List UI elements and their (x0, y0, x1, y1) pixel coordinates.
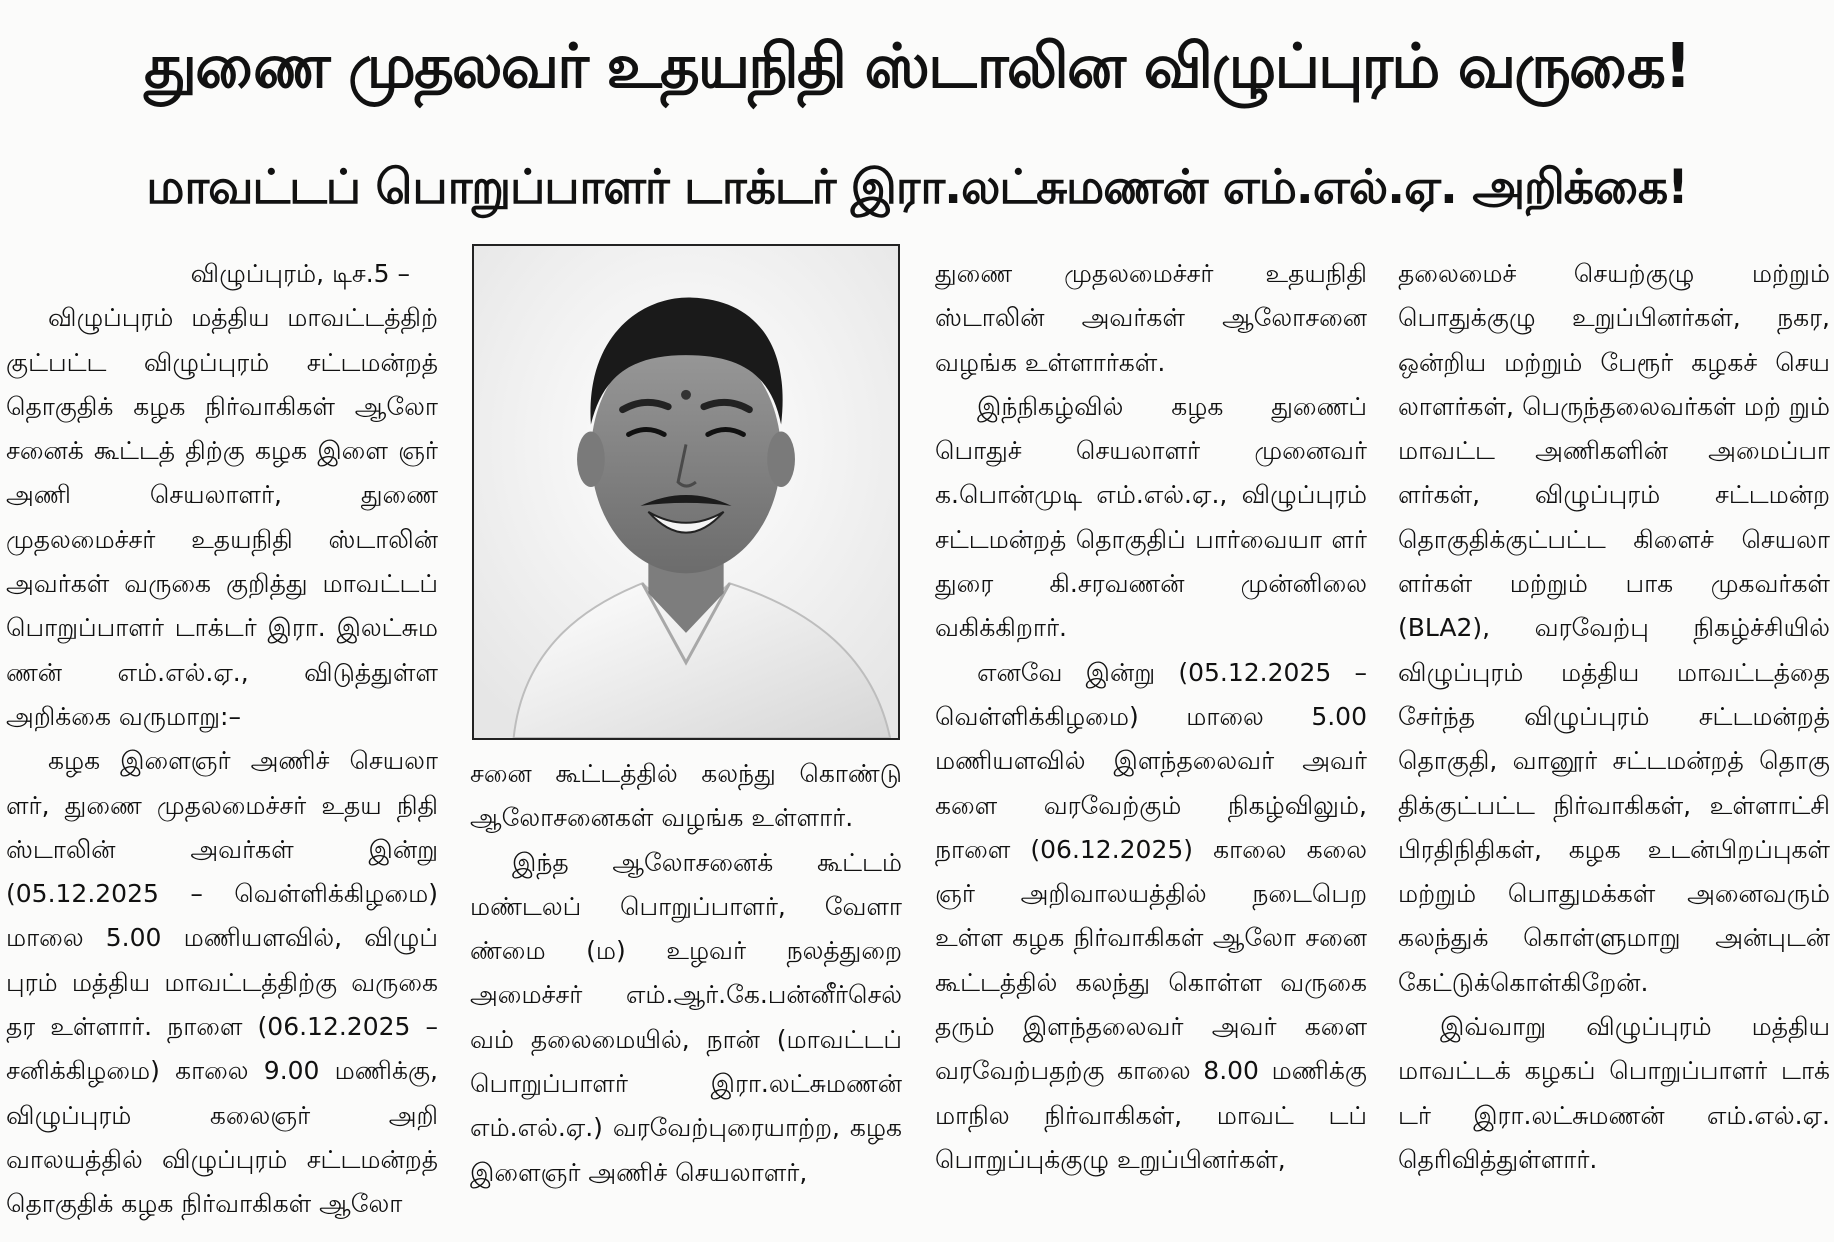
paragraph: இந்நிகழ்வில் கழக துணைப் பொதுச் செயலாளர் முனைவர் க.பொன்முடி எம்.எல்.ஏ., விழுப்புரம் சட்டமன்றத் தொகுதிப் பார்வையா ளர் துரை கி.சரவணன் முன்னிலை வகிக்கிறார். (935, 391, 1367, 643)
paragraph: இவ்வாறு விழுப்புரம் மத்திய மாவட்டக் கழகப் பொறுப்பாளர் டாக் டர் இரா.லட்சுமணன் எம்.எல்.ஏ. தெரிவித்துள்ளார். (1398, 1012, 1830, 1174)
portrait-illustration (474, 246, 898, 738)
article-column-2 (470, 752, 902, 1232)
headline: துணை முதலவர் உதயநிதி ஸ்டாலின விழுப்புரம் வருகை! (144, 30, 1690, 102)
paragraph: துணை முதலமைச்சர் உதயநிதி ஸ்டாலின் அவர்கள் ஆலோசனை வழங்க உள்ளார்கள். (935, 259, 1367, 377)
subheadline: மாவட்டப் பொறுப்பாளர் டாக்டர் இரா.லட்சுமணன் எம்.எல்.ஏ. அறிக்கை! (146, 159, 1688, 215)
portrait-photo (472, 244, 900, 740)
paragraph: எனவே இன்று (05.12.2025 – வெள்ளிக்கிழமை) மாலை 5.00 மணியளவில் இளந்தலைவர் அவர் களை வரவேற்கும் நிகழ்விலும், நாளை (06.12.2025) காலை கலை ஞர் அறிவாலயத்தில் நடைபெற உள்ள கழக நிர்வாகிகள் ஆலோ சனை கூட்டத்தில் கலந்து கொள்ள வருகை தரும் இளந்தலைவர் அவர் களை வரவேற்பதற்கு காலை 8.00 மணிக்கு மாநில நிர்வாகிகள், மாவட் டப் பொறுப்புக்குழு உறுப்பினர்கள், (935, 657, 1367, 1174)
article-column-4 (1398, 252, 1830, 1232)
article-column-3 (935, 252, 1367, 1232)
paragraph: இந்த ஆலோசனைக் கூட்டம் மண்டலப் பொறுப்பாளர், வேளா ண்மை (ம) உழவர் நலத்துறை அமைச்சர் எம்.ஆர்.கே.பன்னீர்செல் வம் தலைமையில், நான் (மாவட்டப் பொறுப்பாளர் இரா.லட்சுமணன் எம்.எல்.ஏ.) வரவேற்புரையாற்ற, கழக இளைஞர் அணிச் செயலாளர், (470, 847, 902, 1187)
paragraph: சனை கூட்டத்தில் கலந்து கொண்டு ஆலோசனைகள் வழங்க உள்ளார். (470, 759, 902, 833)
article-column-1 (6, 252, 438, 1232)
paragraph: விழுப்புரம் மத்திய மாவட்டத்திற் குட்பட்ட விழுப்புரம் சட்டமன்றத் தொகுதிக் கழக நிர்வாகிகள் ஆலோ சனைக் கூட்டத் திற்கு கழக இளை ஞர் அணி செயலாளர், துணை முதலமைச்சர் உதயநிதி ஸ்டாலின் அவர்கள் வருகை குறித்து மாவட்டப் பொறுப்பாளர் டாக்டர் இரா. இலட்சும ணன் எம்.எல்.ஏ., விடுத்துள்ள அறிக்கை வருமாறு:– (6, 303, 438, 731)
paragraph: தலைமைச் செயற்குழு மற்றும் பொதுக்குழு உறுப்பினர்கள், நகர, ஒன்றிய மற்றும் பேரூர் கழகச் செய லாளர்கள், பெருந்தலைவர்கள் மற் றும் மாவட்ட அணிகளின் அமைப்பா ளர்கள், விழுப்புரம் சட்டமன்ற தொகுதிக்குட்பட்ட கிளைச் செயலா ளர்கள் மற்றும் பாக முகவர்கள் (BLA2), வரவேற்பு நிகழ்ச்சியில் விழுப்புரம் மத்திய மாவட்டத்தை சேர்ந்த விழுப்புரம் சட்டமன்றத் தொகுதி, வானூர் சட்டமன்றத் தொகு திக்குட்பட்ட நிர்வாகிகள், உள்ளாட்சி பிரதிநிதிகள், கழக உடன்பிறப்புகள் மற்றும் பொதுமக்கள் அனைவரும் கலந்துக் கொள்ளுமாறு அன்புடன் கேட்டுக்கொள்கிறேன். (1398, 259, 1830, 997)
paragraph: கழக இளைஞர் அணிச் செயலா ளர், துணை முதலமைச்சர் உதய நிதி ஸ்டாலின் அவர்கள் இன்று (05.12.2025 – வெள்ளிக்கிழமை) மாலை 5.00 மணியளவில், விழுப் புரம் மத்திய மாவட்டத்திற்கு வருகை தர உள்ளார். நாளை (06.12.2025 – சனிக்கிழமை) காலை 9.00 மணிக்கு, விழுப்புரம் கலைஞர் அறி வாலயத்தில் விழுப்புரம் சட்டமன்றத் தொகுதிக் கழக நிர்வாகிகள் ஆலோ (6, 746, 438, 1219)
dateline: விழுப்புரம், டிச.5 – (190, 259, 410, 288)
